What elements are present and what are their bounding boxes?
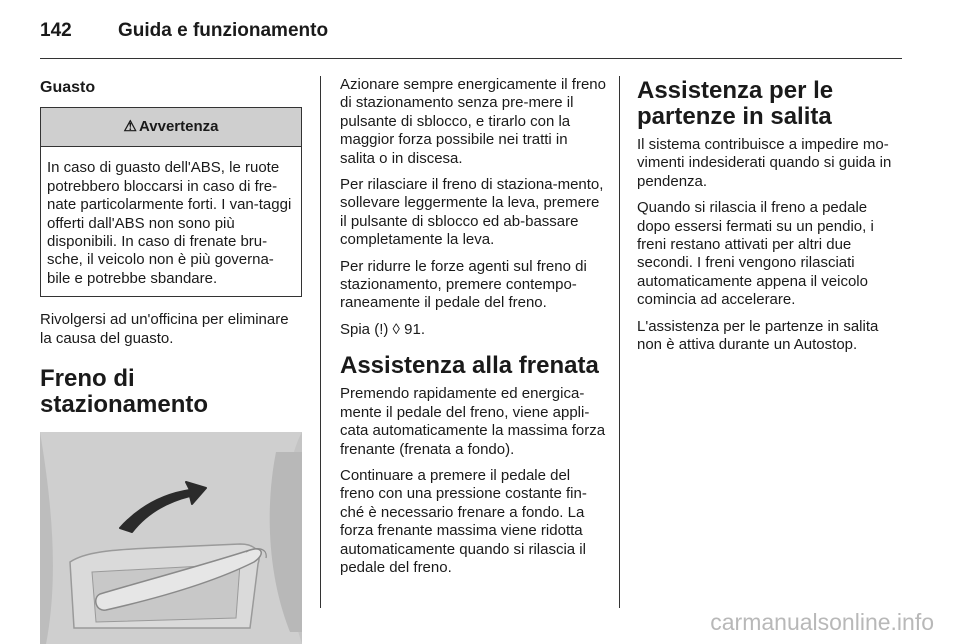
column-1 [40,76,302,644]
paragraph: Per ridurre le forze agenti sul freno di stazionamento, premere contempo-raneamente il pedale del freno. [340,257,587,312]
paragraph: Azionare sempre energicamente il freno di stazionamento senza pre-mere il pulsante di sblocco, e tirarlo con la maggior forza possibile nei tratti in salita o in discesa. [340,76,606,167]
paragraph: Rivolgersi ad un'officina per eliminare la causa del guasto. [40,311,289,347]
section-title-assistenza-partenze-salita: Assistenza per le partenze in salita [637,77,834,130]
paragraph-spia: Spia (!) ◊ 91. [340,320,425,338]
warning-box [40,107,302,297]
paragraph: L'assistenza per le partenze in salita non è attiva durante un Autostop. [637,317,879,354]
page-number: 142 [40,20,72,41]
paragraph: Quando si rilascia il freno a pedale dopo essersi fermati su un pendio, i freni restano attivati per altri due secondi. I freni vengono rilasciati automaticamente appena il veicolo comincia ad accelerare. [637,199,874,309]
parking-brake-illustration [40,432,302,644]
warning-text: In caso di guasto dell'ABS, le ruote potrebbero bloccarsi in caso di fre-nate particolarmente forti. I van-taggi offerti dall'ABS non sono più disponibili. In caso di frenate bru-sche, il veicolo non è più governa-bile e potrebbe sbandare. [47,159,292,287]
column-2 [340,76,606,585]
section-title-freno-di-stazionamento: Freno di stazionamento [40,365,209,419]
section-title-assistenza-frenata: Assistenza alla frenata [340,352,599,380]
paragraph: Il sistema contribuisce a impedire mo-vimenti indesiderati quando si guida in pendenza. [637,136,892,190]
subheading-guasto: Guasto [40,79,96,96]
page-reference-icon: ◊ [392,320,400,338]
warning-header [41,108,301,147]
warning-title: Avvertenza [138,118,219,136]
watermark: carmanualsonline.info [710,609,934,635]
warning-triangle-icon: ⚠ [123,118,137,136]
paragraph: Per rilasciare il freno di staziona-mento, sollevare leggermente la leva, premere il pulsante di sblocco ed ab-bassare completamente la leva. [340,176,604,249]
paragraph: Continuare a premere il pedale del freno con una pressione costante fin-ché è necessario frenare a fondo. La forza frenante massima viene ridotta automaticamente quando si rilascia il pedale del freno. [340,466,587,576]
brake-warning-light-icon: (!) [374,320,389,338]
paragraph: Premendo rapidamente ed energica-mente il pedale del freno, viene appli-cata automaticamente la massima forza frenante (frenata a fondo). [340,385,606,458]
column-divider [320,76,321,608]
column-3 [637,76,902,362]
column-divider [619,76,620,608]
page-reference[interactable]: 91. [399,320,425,338]
header-rule [40,58,902,59]
page-title: Guida e funzionamento [118,20,329,41]
